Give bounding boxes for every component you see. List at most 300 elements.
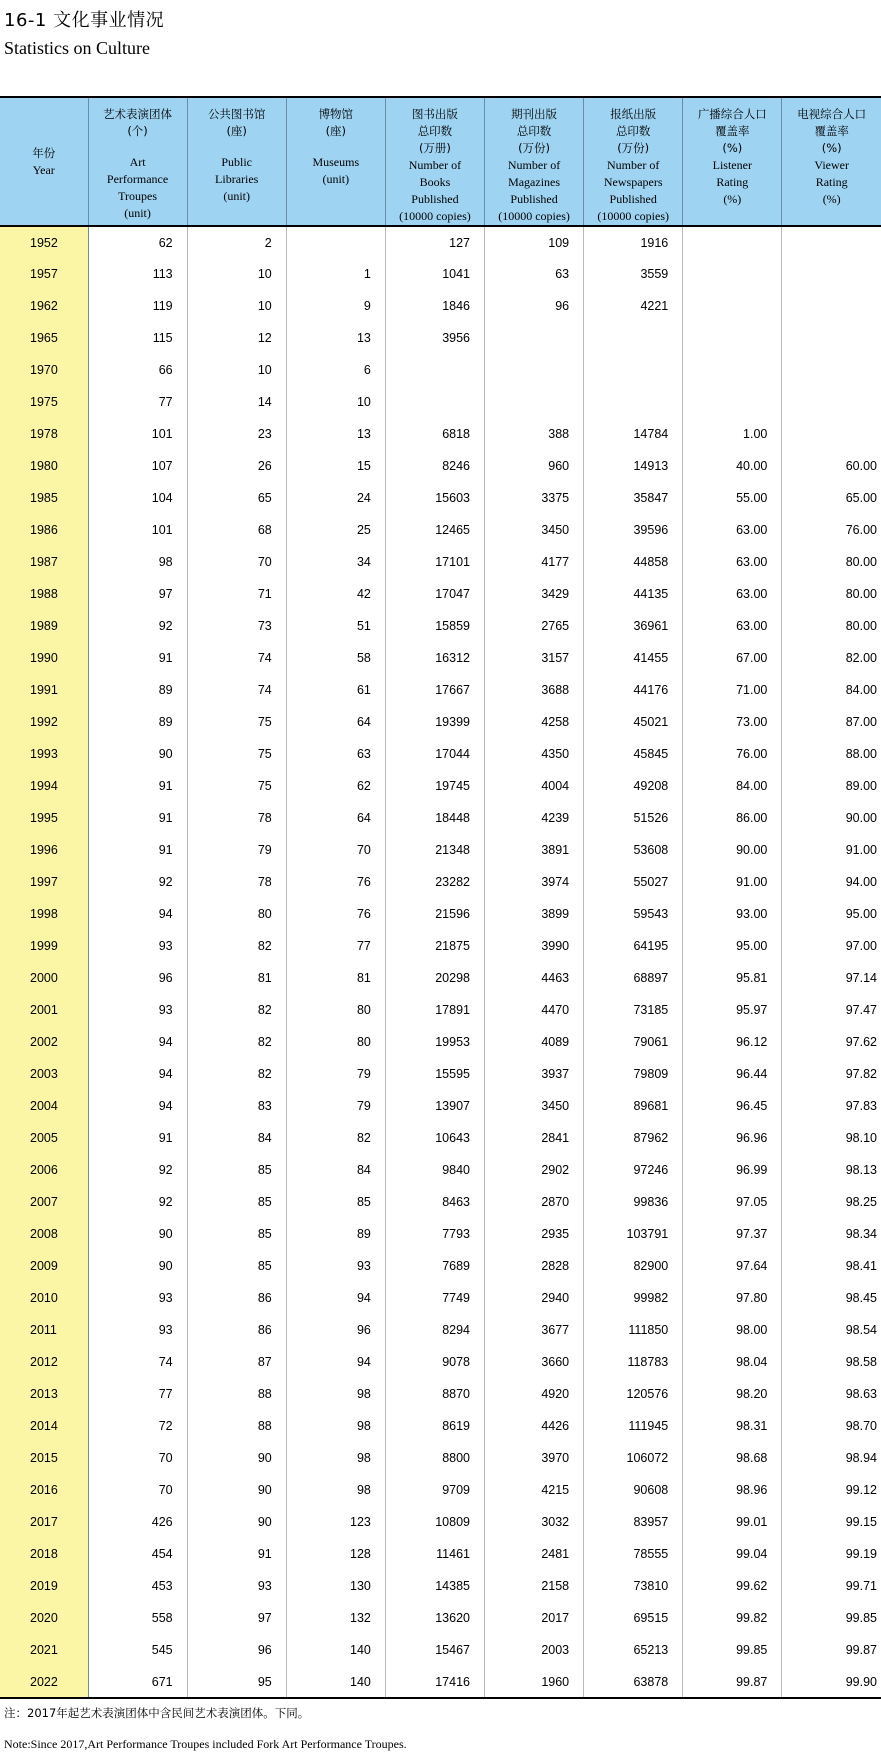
table-row (0, 482, 881, 514)
cell-museums: 76 (286, 866, 385, 898)
cell-museums: 61 (286, 674, 385, 706)
cell-viewer-rating: 98.45 (845, 1291, 877, 1305)
table-row (0, 1122, 881, 1154)
cell-listener-rating: 63.00 (683, 578, 782, 610)
cell-books (385, 386, 484, 418)
cell-art-troupes: 90 (88, 1218, 187, 1250)
cell-museums: 89 (286, 1218, 385, 1250)
cell-art-troupes: 93 (88, 994, 187, 1026)
cell-magazines: 2841 (485, 1122, 584, 1154)
header-listener-rating (683, 97, 782, 226)
header-cn: 公共图书馆 (座) (207, 107, 266, 138)
cell-newspapers: 49208 (584, 770, 683, 802)
cell-newspapers: 3559 (584, 258, 683, 290)
table-row (0, 1026, 881, 1058)
cell-museums: 77 (286, 930, 385, 962)
cell-newspapers: 83957 (584, 1506, 683, 1538)
cell-museums: 79 (286, 1058, 385, 1090)
cell-listener-rating: 96.12 (683, 1026, 782, 1058)
cell-magazines: 3688 (485, 674, 584, 706)
table-row (0, 418, 881, 450)
cell-newspapers: 41455 (584, 642, 683, 674)
cell-year: 2022 (0, 1666, 88, 1698)
cell-public-libraries: 12 (187, 322, 286, 354)
cell-magazines: 4258 (485, 706, 584, 738)
cell-public-libraries: 86 (187, 1282, 286, 1314)
page-title: 16-1 文化事业情况 (4, 10, 165, 31)
cell-listener-rating: 98.96 (683, 1474, 782, 1506)
cell-art-troupes: 94 (88, 898, 187, 930)
header-cn: 期刊出版 总印数 (万份) (511, 107, 558, 155)
cell-museums: 96 (286, 1314, 385, 1346)
cell-year: 1975 (0, 386, 88, 418)
note-english: Note:Since 2017,Art Performance Troupes included Fork Art Performance Troupes. (4, 1737, 407, 1751)
cell-viewer-rating: 99.15 (845, 1515, 877, 1529)
table-row (0, 1442, 881, 1474)
header-en: Viewer Rating (%) (814, 158, 849, 206)
cell-magazines: 3157 (485, 642, 584, 674)
table-row (0, 866, 881, 898)
cell-year: 1988 (0, 578, 88, 610)
cell-viewer-rating: 95.00 (845, 907, 877, 921)
cell-year: 1990 (0, 642, 88, 674)
cell-art-troupes: 77 (88, 386, 187, 418)
cell-year: 1962 (0, 290, 88, 322)
cell-magazines: 2158 (485, 1570, 584, 1602)
cell-magazines: 3450 (485, 1090, 584, 1122)
cell-viewer-rating: 80.00 (845, 587, 877, 601)
table-row (0, 578, 881, 610)
cell-year: 2001 (0, 994, 88, 1026)
cell-books: 19745 (385, 770, 484, 802)
cell-art-troupes: 119 (88, 290, 187, 322)
cell-public-libraries: 74 (187, 642, 286, 674)
cell-public-libraries: 74 (187, 674, 286, 706)
cell-year: 1957 (0, 258, 88, 290)
cell-year: 1998 (0, 898, 88, 930)
cell-newspapers: 53608 (584, 834, 683, 866)
cell-viewer-rating (782, 226, 881, 258)
table-row (0, 706, 881, 738)
table-row (0, 610, 881, 642)
table-row (0, 930, 881, 962)
cell-viewer-rating: 98.70 (845, 1419, 877, 1433)
cell-books: 13620 (385, 1602, 484, 1634)
cell-listener-rating: 93.00 (683, 898, 782, 930)
cell-public-libraries: 85 (187, 1154, 286, 1186)
cell-listener-rating: 86.00 (683, 802, 782, 834)
header-en: Listener Rating (%) (712, 158, 752, 206)
cell-listener-rating: 63.00 (683, 610, 782, 642)
cell-public-libraries: 78 (187, 802, 286, 834)
cell-museums: 80 (286, 994, 385, 1026)
cell-newspapers (584, 354, 683, 386)
cell-public-libraries: 95 (187, 1666, 286, 1698)
header-en: Number of Magazines Published (10000 copies) (498, 158, 570, 223)
cell-listener-rating: 99.04 (683, 1538, 782, 1570)
cell-listener-rating: 90.00 (683, 834, 782, 866)
table-row (0, 1314, 881, 1346)
table-row (0, 1058, 881, 1090)
cell-newspapers: 35847 (584, 482, 683, 514)
cell-year: 2008 (0, 1218, 88, 1250)
cell-public-libraries: 75 (187, 770, 286, 802)
cell-viewer-rating: 82.00 (845, 651, 877, 665)
cell-magazines: 4350 (485, 738, 584, 770)
cell-magazines: 4426 (485, 1410, 584, 1442)
cell-art-troupes: 101 (88, 418, 187, 450)
cell-year: 2003 (0, 1058, 88, 1090)
cell-books: 127 (385, 226, 484, 258)
table-row (0, 354, 881, 386)
cell-listener-rating: 99.62 (683, 1570, 782, 1602)
cell-museums: 6 (286, 354, 385, 386)
cell-art-troupes: 453 (88, 1570, 187, 1602)
cell-public-libraries: 68 (187, 514, 286, 546)
cell-year: 1965 (0, 322, 88, 354)
cell-art-troupes: 113 (88, 258, 187, 290)
cell-newspapers: 45021 (584, 706, 683, 738)
cell-viewer-rating: 99.19 (845, 1547, 877, 1561)
cell-books: 8870 (385, 1378, 484, 1410)
cell-museums: 123 (286, 1506, 385, 1538)
cell-listener-rating (683, 290, 782, 322)
cell-books: 15603 (385, 482, 484, 514)
cell-magazines (485, 322, 584, 354)
cell-year: 1970 (0, 354, 88, 386)
cell-magazines: 2003 (485, 1634, 584, 1666)
table-row (0, 962, 881, 994)
cell-art-troupes: 426 (88, 1506, 187, 1538)
cell-year: 2004 (0, 1090, 88, 1122)
cell-newspapers: 44135 (584, 578, 683, 610)
cell-museums: 81 (286, 962, 385, 994)
cell-books: 6818 (385, 418, 484, 450)
header-cn: 图书出版 总印数 (万册) (411, 107, 458, 155)
cell-newspapers: 14784 (584, 418, 683, 450)
cell-magazines: 3375 (485, 482, 584, 514)
cell-viewer-rating: 97.47 (845, 1003, 877, 1017)
header-year-cn: 年份 (32, 145, 56, 160)
cell-newspapers: 73185 (584, 994, 683, 1026)
header-newspapers (584, 97, 683, 226)
cell-viewer-rating: 97.62 (845, 1035, 877, 1049)
cell-public-libraries: 93 (187, 1570, 286, 1602)
cell-viewer-rating: 99.90 (782, 1666, 881, 1698)
cell-art-troupes: 107 (88, 450, 187, 482)
cell-viewer-rating: 91.00 (845, 843, 877, 857)
cell-museums (286, 226, 385, 258)
cell-year: 2014 (0, 1410, 88, 1442)
cell-books: 19399 (385, 706, 484, 738)
cell-listener-rating: 91.00 (683, 866, 782, 898)
cell-museums: 63 (286, 738, 385, 770)
cell-listener-rating: 99.87 (683, 1666, 782, 1698)
header-row (0, 97, 881, 226)
cell-year: 1978 (0, 418, 88, 450)
cell-year: 1997 (0, 866, 88, 898)
cell-newspapers: 111850 (584, 1314, 683, 1346)
cell-magazines: 2935 (485, 1218, 584, 1250)
cell-newspapers: 39596 (584, 514, 683, 546)
cell-art-troupes: 96 (88, 962, 187, 994)
cell-listener-rating: 97.37 (683, 1218, 782, 1250)
cell-magazines (485, 354, 584, 386)
header-en: Museums (unit) (312, 155, 360, 186)
cell-year: 2019 (0, 1570, 88, 1602)
cell-books: 11461 (385, 1538, 484, 1570)
cell-art-troupes: 115 (88, 322, 187, 354)
cell-year: 1995 (0, 802, 88, 834)
cell-magazines: 4470 (485, 994, 584, 1026)
cell-year: 1994 (0, 770, 88, 802)
cell-museums: 94 (286, 1346, 385, 1378)
cell-books: 17047 (385, 578, 484, 610)
cell-magazines: 109 (485, 226, 584, 258)
cell-listener-rating: 98.68 (683, 1442, 782, 1474)
cell-magazines: 4177 (485, 546, 584, 578)
cell-public-libraries: 90 (187, 1474, 286, 1506)
cell-books: 15595 (385, 1058, 484, 1090)
cell-public-libraries: 97 (187, 1602, 286, 1634)
cell-viewer-rating: 98.10 (845, 1131, 877, 1145)
cell-magazines: 1960 (485, 1666, 584, 1698)
cell-viewer-rating: 97.82 (845, 1067, 877, 1081)
cell-viewer-rating: 87.00 (845, 715, 877, 729)
cell-public-libraries: 75 (187, 738, 286, 770)
header-year (0, 97, 88, 226)
cell-listener-rating: 73.00 (683, 706, 782, 738)
cell-viewer-rating: 98.13 (845, 1163, 877, 1177)
cell-books: 17667 (385, 674, 484, 706)
cell-newspapers: 120576 (584, 1378, 683, 1410)
table-row (0, 546, 881, 578)
cell-year: 1987 (0, 546, 88, 578)
cell-listener-rating: 98.00 (683, 1314, 782, 1346)
cell-listener-rating: 98.31 (683, 1410, 782, 1442)
cell-public-libraries: 78 (187, 866, 286, 898)
cell-viewer-rating: 97.14 (845, 971, 877, 985)
cell-viewer-rating: 97.83 (845, 1099, 877, 1113)
cell-museums: 24 (286, 482, 385, 514)
cell-newspapers: 1916 (584, 226, 683, 258)
cell-books: 7749 (385, 1282, 484, 1314)
cell-art-troupes: 92 (88, 866, 187, 898)
cell-year: 2013 (0, 1378, 88, 1410)
cell-museums: 98 (286, 1378, 385, 1410)
cell-magazines: 4463 (485, 962, 584, 994)
cell-viewer-rating (782, 290, 881, 322)
cell-magazines: 3677 (485, 1314, 584, 1346)
table-row (0, 802, 881, 834)
cell-museums: 94 (286, 1282, 385, 1314)
header-magazines (485, 97, 584, 226)
header-viewer-rating (782, 97, 881, 226)
table-row (0, 1634, 881, 1666)
cell-magazines: 388 (485, 418, 584, 450)
cell-newspapers: 90608 (584, 1474, 683, 1506)
cell-museums: 9 (286, 290, 385, 322)
cell-listener-rating: 96.45 (683, 1090, 782, 1122)
cell-year: 2007 (0, 1186, 88, 1218)
cell-newspapers (584, 322, 683, 354)
cell-public-libraries: 14 (187, 386, 286, 418)
cell-museums: 80 (286, 1026, 385, 1058)
cell-museums: 42 (286, 578, 385, 610)
cell-museums: 140 (286, 1666, 385, 1698)
cell-newspapers: 73810 (584, 1570, 683, 1602)
cell-year: 2000 (0, 962, 88, 994)
cell-books: 8463 (385, 1186, 484, 1218)
cell-year: 2021 (0, 1634, 88, 1666)
table-row (0, 1474, 881, 1506)
table-row (0, 1602, 881, 1634)
cell-art-troupes: 70 (88, 1474, 187, 1506)
cell-listener-rating: 95.97 (683, 994, 782, 1026)
cell-books: 7689 (385, 1250, 484, 1282)
cell-public-libraries: 81 (187, 962, 286, 994)
cell-museums: 98 (286, 1410, 385, 1442)
cell-listener-rating: 71.00 (683, 674, 782, 706)
cell-art-troupes: 89 (88, 674, 187, 706)
cell-newspapers: 55027 (584, 866, 683, 898)
cell-books: 8619 (385, 1410, 484, 1442)
page-subtitle: Statistics on Culture (4, 38, 150, 58)
cell-art-troupes: 62 (88, 226, 187, 258)
cell-books: 20298 (385, 962, 484, 994)
header-cn: 电视综合人口 覆盖率 (%) (797, 107, 867, 155)
cell-books: 13907 (385, 1090, 484, 1122)
cell-museums: 93 (286, 1250, 385, 1282)
cell-magazines: 3450 (485, 514, 584, 546)
cell-books: 10643 (385, 1122, 484, 1154)
cell-viewer-rating: 90.00 (845, 811, 877, 825)
cell-art-troupes: 92 (88, 610, 187, 642)
cell-museums: 62 (286, 770, 385, 802)
cell-books: 23282 (385, 866, 484, 898)
cell-listener-rating (683, 354, 782, 386)
cell-year: 1985 (0, 482, 88, 514)
cell-year: 2017 (0, 1506, 88, 1538)
table-row (0, 1506, 881, 1538)
table-row (0, 1570, 881, 1602)
header-cn: 艺术表演团体 (个) (103, 107, 173, 138)
cell-newspapers: 118783 (584, 1346, 683, 1378)
cell-art-troupes: 97 (88, 578, 187, 610)
cell-public-libraries: 85 (187, 1218, 286, 1250)
cell-public-libraries: 10 (187, 258, 286, 290)
cell-listener-rating: 96.44 (683, 1058, 782, 1090)
cell-year: 2012 (0, 1346, 88, 1378)
cell-magazines: 3429 (485, 578, 584, 610)
cell-magazines: 2481 (485, 1538, 584, 1570)
cell-viewer-rating: 98.25 (845, 1195, 877, 1209)
cell-public-libraries: 65 (187, 482, 286, 514)
table-row (0, 1186, 881, 1218)
cell-listener-rating: 95.00 (683, 930, 782, 962)
cell-year: 1986 (0, 514, 88, 546)
cell-art-troupes: 70 (88, 1442, 187, 1474)
cell-books: 19953 (385, 1026, 484, 1058)
cell-listener-rating: 96.99 (683, 1154, 782, 1186)
cell-newspapers: 106072 (584, 1442, 683, 1474)
cell-magazines: 2017 (485, 1602, 584, 1634)
cell-books: 8246 (385, 450, 484, 482)
cell-books: 18448 (385, 802, 484, 834)
table-row (0, 1666, 881, 1698)
cell-books: 7793 (385, 1218, 484, 1250)
table-row (0, 290, 881, 322)
table-row (0, 1090, 881, 1122)
table-row (0, 1378, 881, 1410)
cell-newspapers: 78555 (584, 1538, 683, 1570)
table-row (0, 674, 881, 706)
cell-year: 1991 (0, 674, 88, 706)
cell-listener-rating (683, 226, 782, 258)
cell-listener-rating: 99.85 (683, 1634, 782, 1666)
cell-public-libraries: 75 (187, 706, 286, 738)
cell-newspapers: 69515 (584, 1602, 683, 1634)
cell-newspapers: 51526 (584, 802, 683, 834)
cell-viewer-rating: 94.00 (845, 875, 877, 889)
cell-newspapers: 103791 (584, 1218, 683, 1250)
cell-newspapers (584, 386, 683, 418)
note-chinese: 注：2017年起艺术表演团体中含民间艺术表演团体。下同。 (4, 1706, 310, 1720)
cell-year: 2006 (0, 1154, 88, 1186)
cell-magazines (485, 386, 584, 418)
cell-books: 12465 (385, 514, 484, 546)
table-row (0, 738, 881, 770)
cell-magazines: 3990 (485, 930, 584, 962)
header-en: Public Libraries (unit) (215, 155, 259, 203)
cell-art-troupes: 93 (88, 1314, 187, 1346)
cell-museums: 1 (286, 258, 385, 290)
cell-books: 1041 (385, 258, 484, 290)
cell-year: 1996 (0, 834, 88, 866)
header-art-troupes (88, 97, 187, 226)
cell-viewer-rating (782, 354, 881, 386)
cell-art-troupes: 89 (88, 706, 187, 738)
cell-art-troupes: 94 (88, 1026, 187, 1058)
cell-viewer-rating: 98.41 (845, 1259, 877, 1273)
cell-art-troupes: 91 (88, 642, 187, 674)
table-row (0, 514, 881, 546)
cell-public-libraries: 82 (187, 1058, 286, 1090)
cell-museums: 25 (286, 514, 385, 546)
cell-listener-rating: 98.20 (683, 1378, 782, 1410)
cell-viewer-rating: 99.71 (845, 1579, 877, 1593)
cell-newspapers: 82900 (584, 1250, 683, 1282)
cell-year: 2015 (0, 1442, 88, 1474)
cell-magazines: 3937 (485, 1058, 584, 1090)
cell-listener-rating: 97.80 (683, 1282, 782, 1314)
cell-art-troupes: 671 (88, 1666, 187, 1698)
cell-public-libraries: 82 (187, 994, 286, 1026)
cell-viewer-rating: 80.00 (845, 619, 877, 633)
table-row (0, 450, 881, 482)
cell-public-libraries: 82 (187, 930, 286, 962)
cell-listener-rating: 99.01 (683, 1506, 782, 1538)
cell-museums: 51 (286, 610, 385, 642)
cell-museums: 98 (286, 1442, 385, 1474)
cell-magazines: 3970 (485, 1442, 584, 1474)
cell-newspapers: 45845 (584, 738, 683, 770)
cell-public-libraries: 26 (187, 450, 286, 482)
cell-art-troupes: 101 (88, 514, 187, 546)
table-row (0, 226, 881, 258)
cell-year: 2002 (0, 1026, 88, 1058)
table-row (0, 1218, 881, 1250)
